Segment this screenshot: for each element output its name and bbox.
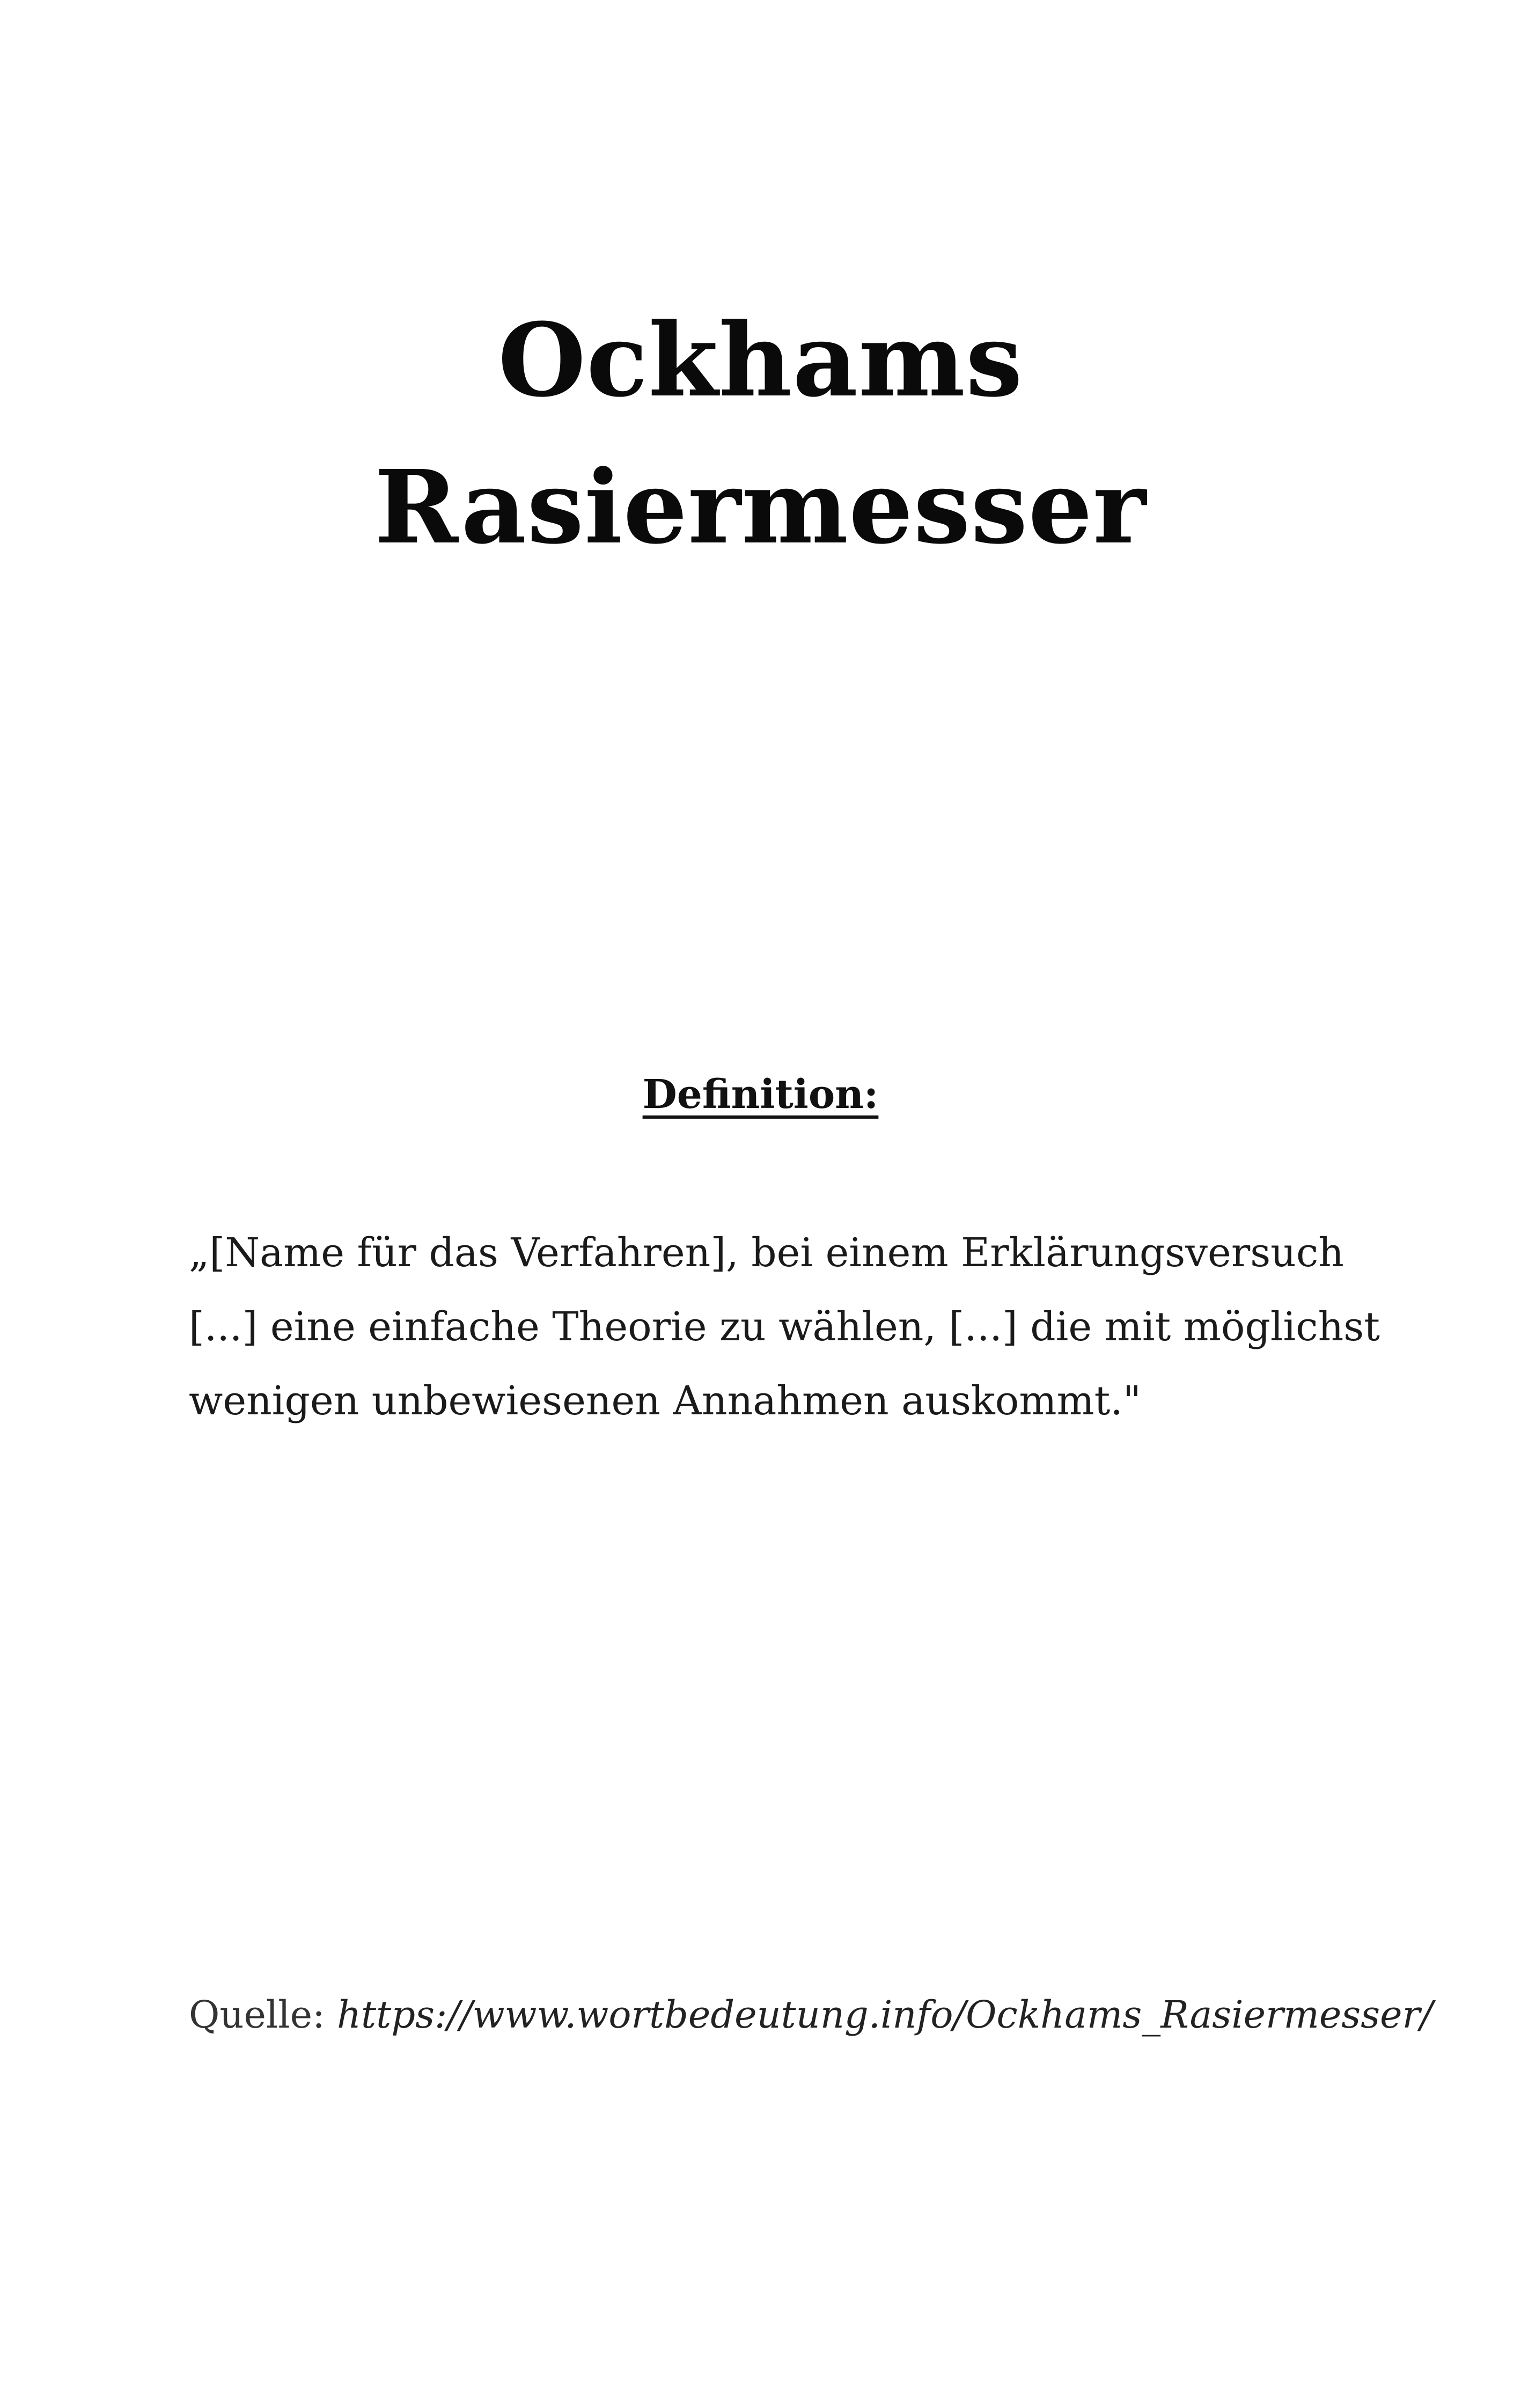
quote-line-2: [...] eine einfache Theorie zu wählen, [...] die mit möglichst: [189, 1304, 1380, 1350]
page-title: [0, 287, 1521, 581]
quote-line-1: „[Name für das Verfahren], bei einem Erklärungsversuch: [189, 1230, 1344, 1276]
source-citation: [189, 1985, 1433, 2044]
quote-line-3: wenigen unbewiesenen Annahmen auskommt.": [189, 1378, 1141, 1424]
title-line-1: Ockhams: [498, 301, 1023, 420]
definition-heading: Definition:: [642, 1071, 879, 1118]
source-url: https://www.wortbedeutung.info/Ockhams_Rasiermesser/: [336, 1993, 1433, 2037]
definition-quote: [189, 1216, 1380, 1438]
source-label: Quelle:: [189, 1993, 337, 2037]
title-line-2: Rasiermesser: [374, 448, 1147, 567]
